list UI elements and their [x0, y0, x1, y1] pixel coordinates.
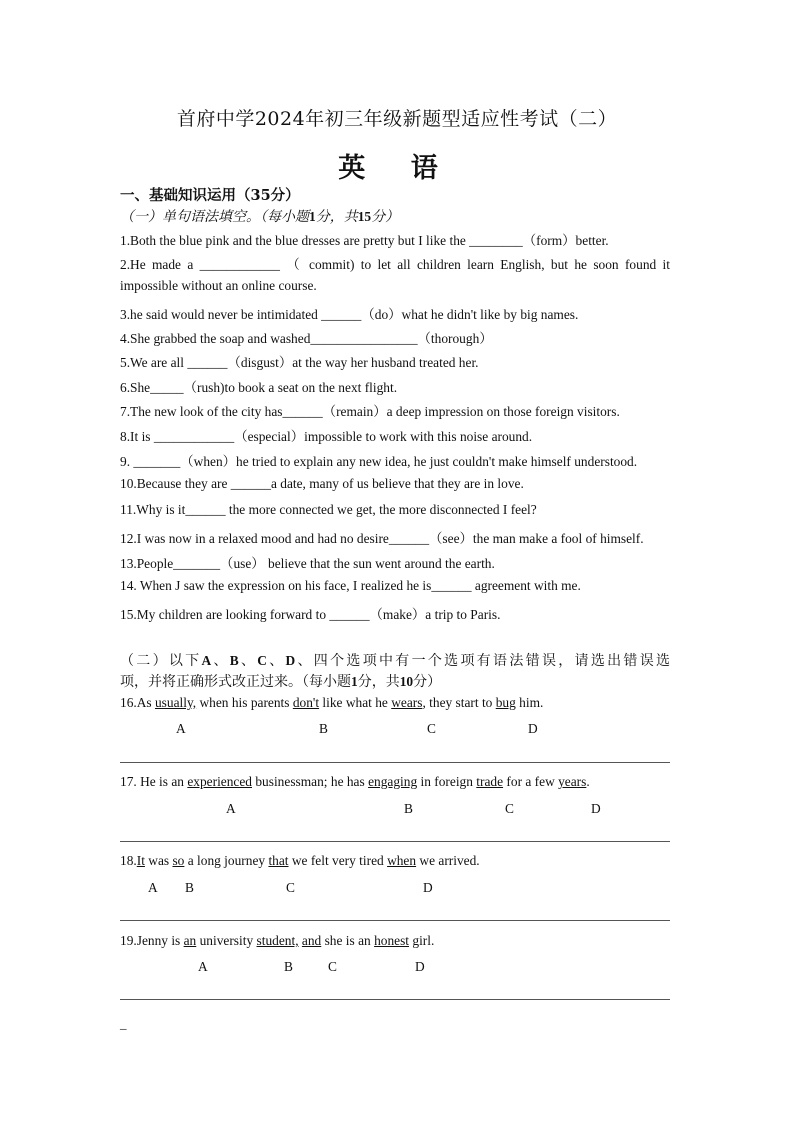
question-2-line1: 2.He made a ____________ （ commit) to let all children learn English, but he soon found it — [120, 257, 670, 272]
question-19: 19.Jenny is an university student, and she is an honest girl. — [120, 933, 435, 948]
q19-label-a: A — [198, 959, 208, 974]
part2-heading-line1: （二）以下A、B、C、D、四个选项中有一个选项有语法错误，请选出错误选 — [120, 653, 671, 669]
q18-label-c: C — [286, 880, 295, 895]
trailing-dash: _ — [120, 1016, 127, 1031]
part1-heading: （一）单句语法填空。（每小题1分，共15分） — [120, 209, 400, 225]
q19-label-c: C — [328, 959, 337, 974]
question-1: 1.Both the blue pink and the blue dresses are pretty but I like the ________（form）better. — [120, 233, 609, 248]
q18-label-b: B — [185, 880, 194, 895]
question-14: 14. When J saw the expression on his face, I realized he is______ agreement with me. — [120, 578, 581, 593]
q16-label-d: D — [528, 721, 538, 736]
q16-label-b: B — [319, 721, 328, 736]
q19-answer-line[interactable] — [120, 999, 670, 1000]
question-3: 3.he said would never be intimidated ______（do）what he didn't like by big names. — [120, 307, 579, 322]
question-16: 16.As usually, when his parents don't like what he wears, they start to bug him. — [120, 695, 544, 710]
q17-label-c: C — [505, 801, 514, 816]
question-13: 13.People_______（use） believe that the sun went around the earth. — [120, 556, 495, 571]
q18-answer-line[interactable] — [120, 920, 670, 921]
question-2-line2: impossible without an online course. — [120, 278, 317, 293]
part2-heading-line2: 项，并将正确形式改正过来。（每小题1分，共10分） — [120, 674, 442, 690]
question-4: 4.She grabbed the soap and washed________________（thorough） — [120, 331, 493, 346]
question-15: 15.My children are looking forward to ______（make）a trip to Paris. — [120, 607, 501, 622]
q19-label-b: B — [284, 959, 293, 974]
q16-label-a: A — [176, 721, 186, 736]
question-12: 12.I was now in a relaxed mood and had no desire______（see）the man make a fool of himself. — [120, 531, 644, 546]
exam-title: 首府中学2024年初三年级新题型适应性考试（二） — [176, 108, 618, 130]
question-5: 5.We are all ______（disgust）at the way her husband treated her. — [120, 355, 479, 370]
q17-label-a: A — [226, 801, 236, 816]
question-17: 17. He is an experienced businessman; he has engaging in foreign trade for a few years. — [120, 774, 590, 789]
question-8: 8.It is ____________（especial）impossible to work with this noise around. — [120, 429, 533, 444]
q18-label-a: A — [148, 880, 158, 895]
q18-label-d: D — [423, 880, 433, 895]
q16-label-c: C — [427, 721, 436, 736]
question-18: 18.It was so a long journey that we felt very tired when we arrived. — [120, 853, 480, 868]
subject-title: 英 语 — [338, 153, 456, 184]
q17-label-d: D — [591, 801, 601, 816]
question-9: 9. _______（when）he tried to explain any new idea, he just couldn't make himself understood. — [120, 454, 638, 469]
question-11: 11.Why is it______ the more connected we get, the more disconnected I feel? — [120, 502, 537, 517]
q16-answer-line[interactable] — [120, 762, 670, 763]
question-10: 10.Because they are ______a date, many of us believe that they are in love. — [120, 476, 524, 491]
question-6: 6.She_____（rush)to book a seat on the next flight. — [120, 380, 398, 395]
q17-answer-line[interactable] — [120, 841, 670, 842]
question-7: 7.The new look of the city has______（remain）a deep impression on those foreign visitors. — [120, 404, 620, 419]
section1-heading: 一、基础知识运用（35分） — [120, 187, 300, 204]
q17-label-b: B — [404, 801, 413, 816]
q19-label-d: D — [415, 959, 425, 974]
